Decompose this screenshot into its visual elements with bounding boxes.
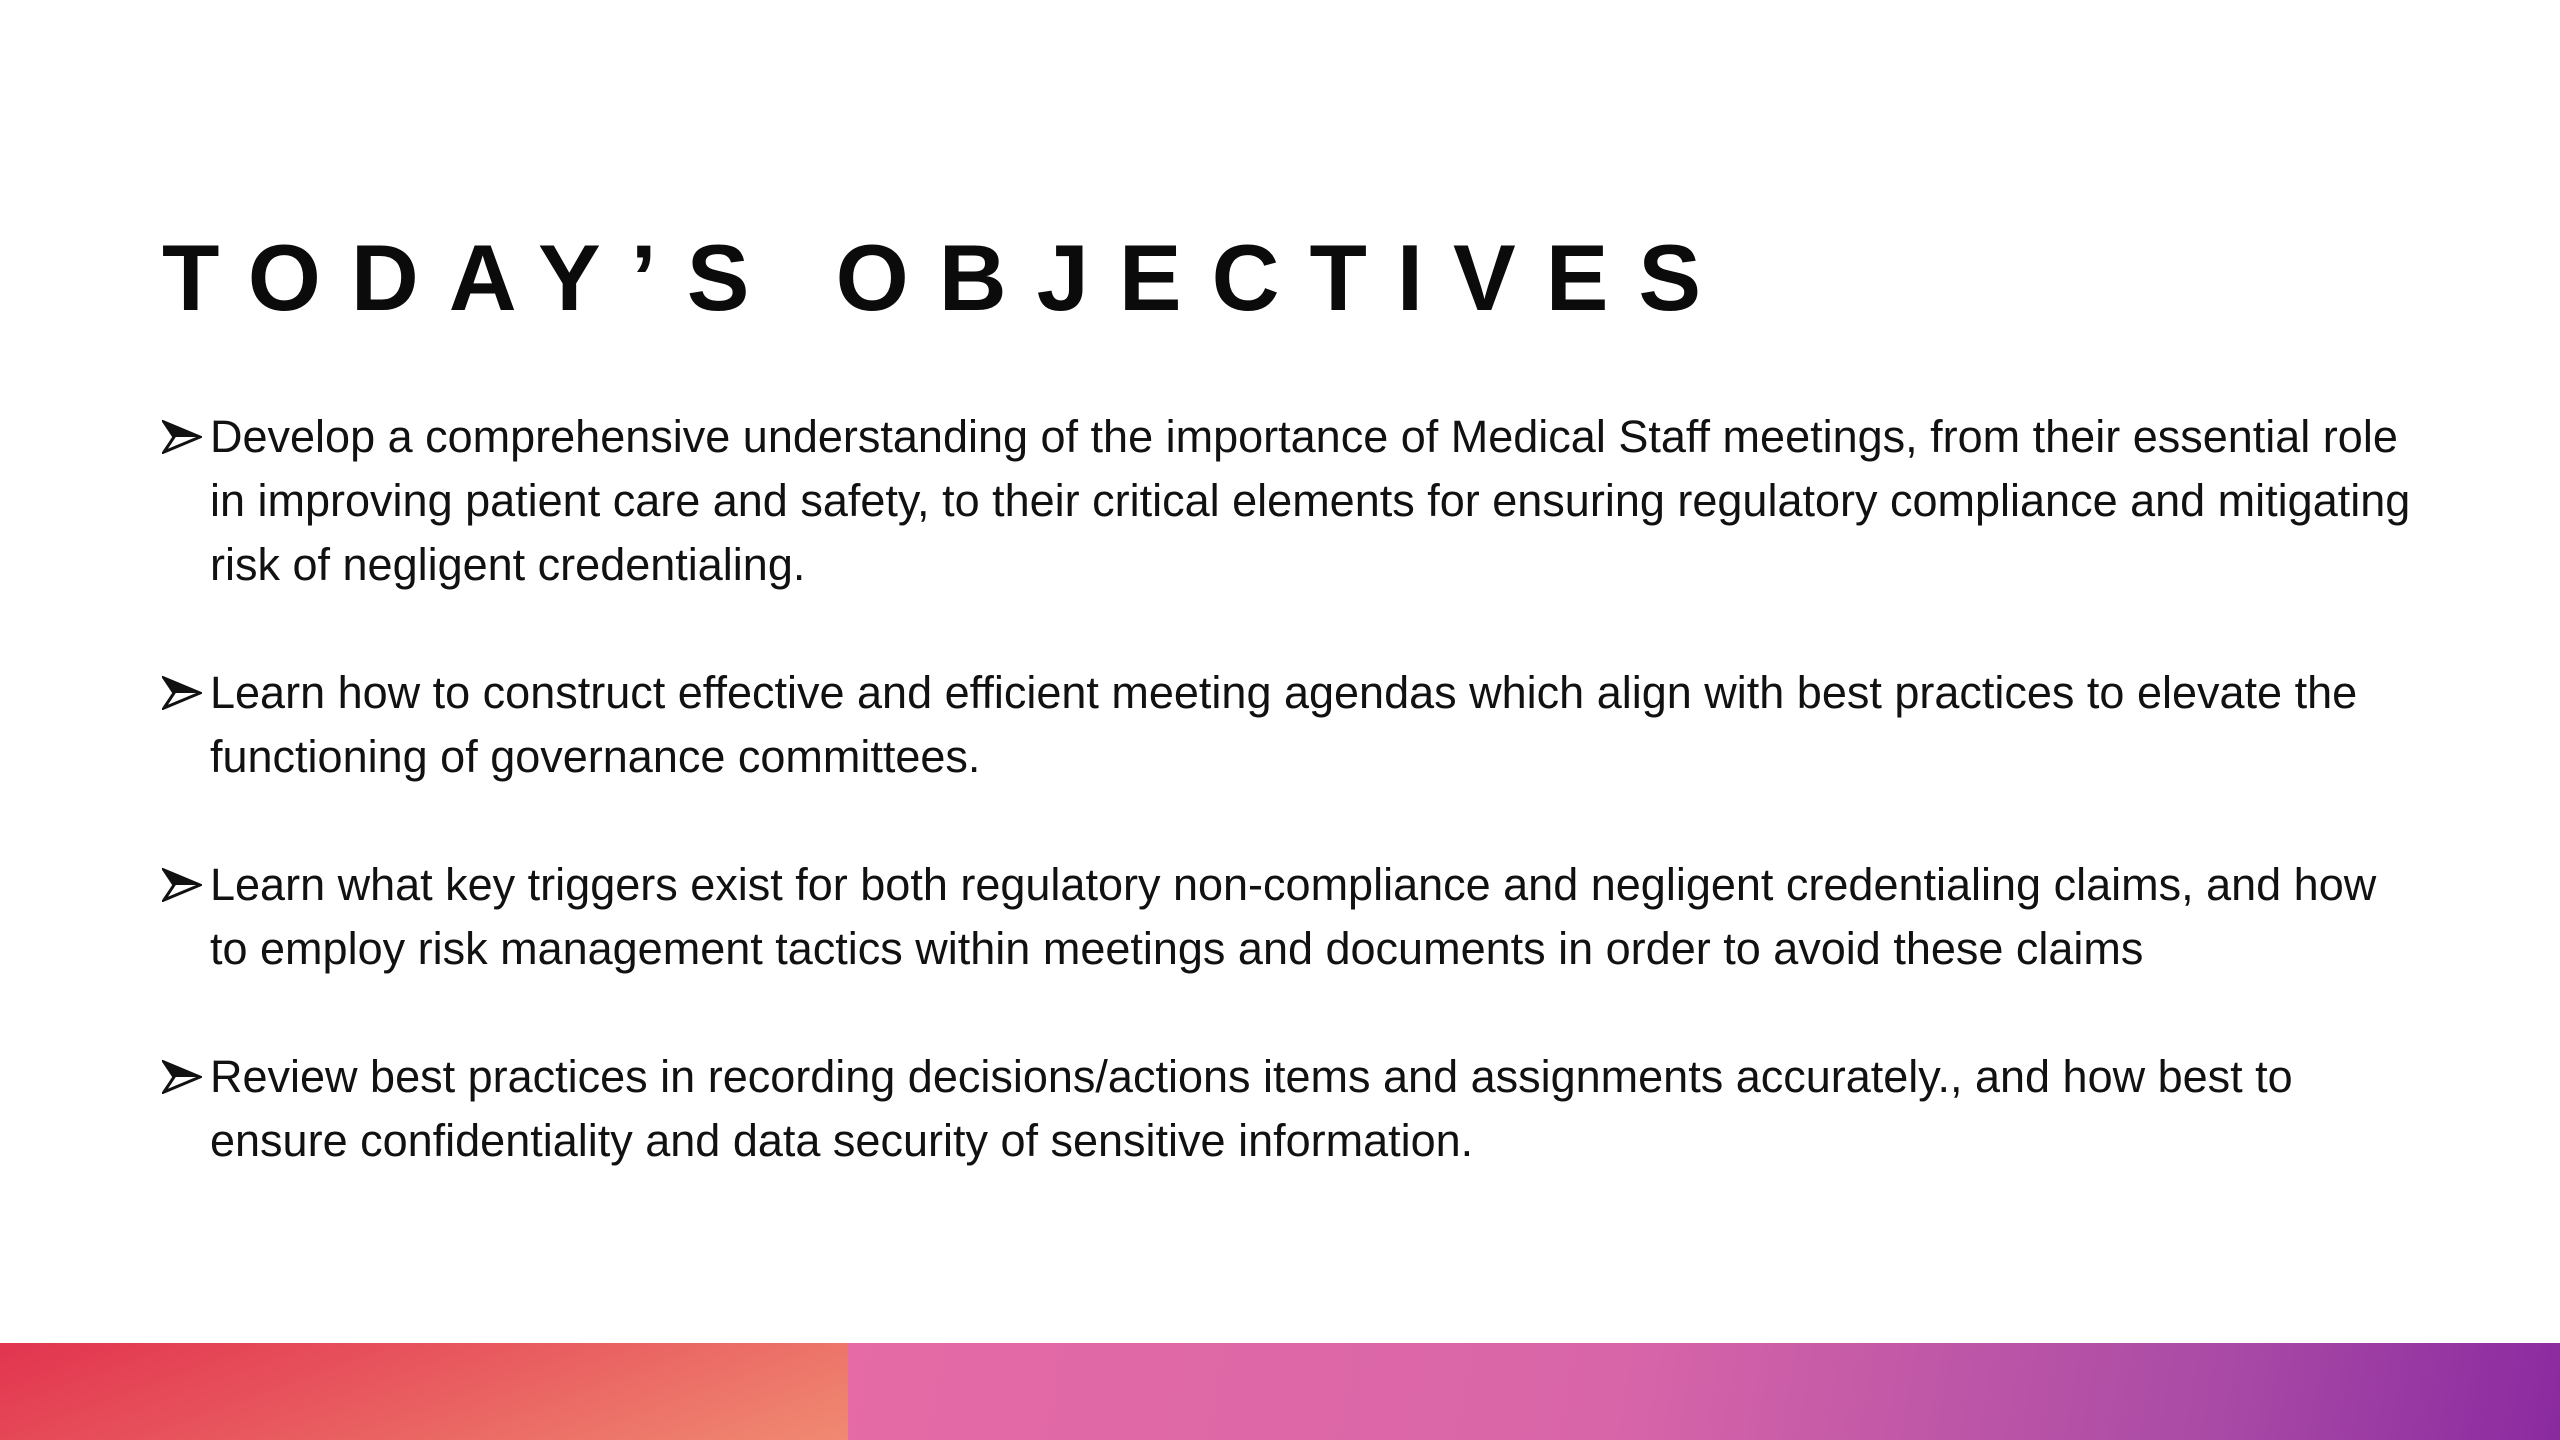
objective-text: Learn what key triggers exist for both regulatory non-compliance and negligent credentialing claims, and how to employ risk management tactics within meetings and documents in order to avoid these claims (210, 859, 2377, 974)
arrowhead-bullet-icon (162, 405, 206, 469)
objective-item (162, 1045, 2422, 1173)
objective-text: Review best practices in recording decisions/actions items and assignments accurately., and how best to ensure confidentiality and data security of sensitive information. (210, 1051, 2293, 1166)
slide-title: TODAY’S OBJECTIVES (162, 225, 1732, 330)
footer-accent-bar-left (0, 1343, 848, 1440)
objective-text: Learn how to construct effective and efficient meeting agendas which align with best practices to elevate the functioning of governance committees. (210, 667, 2358, 782)
objective-item (162, 661, 2422, 789)
objective-item (162, 405, 2422, 597)
arrowhead-bullet-icon (162, 661, 206, 725)
arrowhead-bullet-icon (162, 1045, 206, 1109)
footer-accent-bar-right (848, 1343, 2560, 1440)
objectives-list (162, 405, 2422, 1237)
objective-text: Develop a comprehensive understanding of the importance of Medical Staff meetings, from their essential role in improving patient care and safety, to their critical elements for ensuring regulatory compliance and mitigating risk of negligent credentialing. (210, 411, 2411, 590)
objective-item (162, 853, 2422, 981)
arrowhead-bullet-icon (162, 853, 206, 917)
